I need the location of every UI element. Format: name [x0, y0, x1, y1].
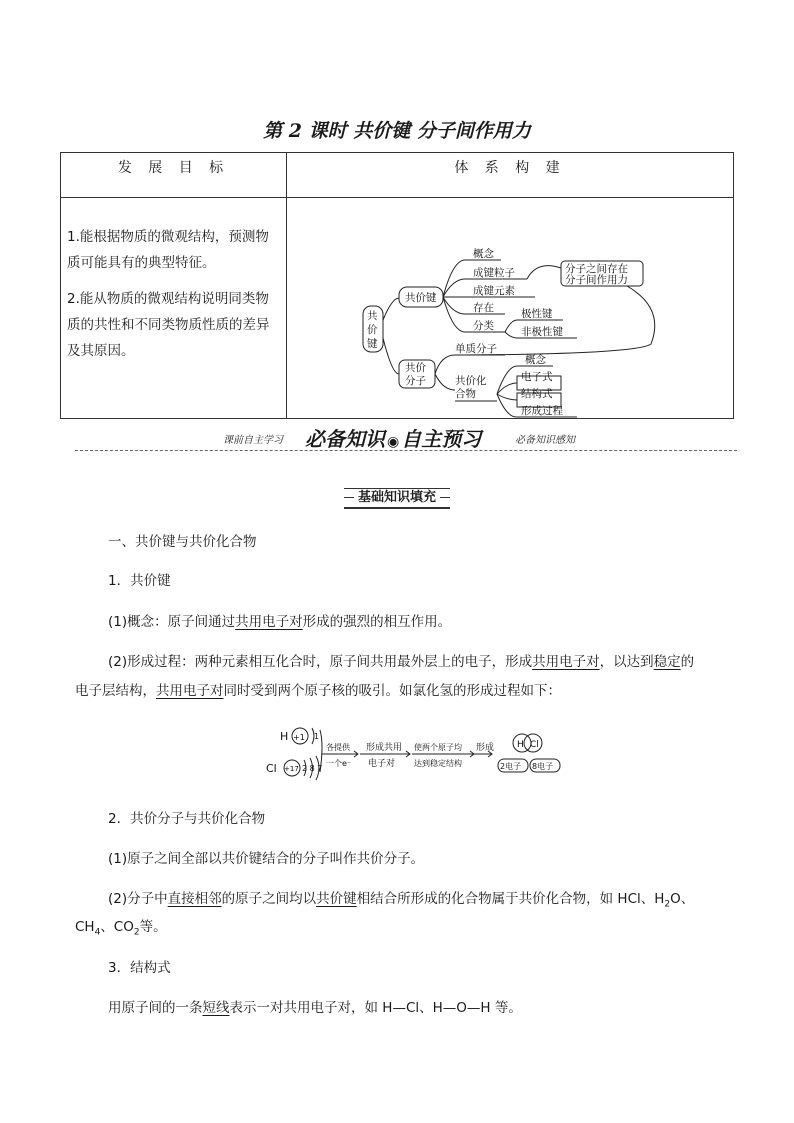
compound-sub-1: 2: [664, 899, 671, 910]
formation-text-5: 同时受到两个原子核的吸引。如氯化氢的形成过程如下：: [223, 683, 561, 699]
hcl-formation-diagram: [266, 726, 568, 778]
compound-text-5: CH: [75, 919, 95, 935]
section-badge-wrap: [0, 486, 794, 509]
compound-text-7: 等。: [139, 919, 167, 935]
mindmap-side-line-1: 分子之间存在: [565, 263, 628, 275]
mindmap-structural-formula: 结构式: [521, 388, 553, 400]
mindmap-compound-1: 共价化: [455, 375, 487, 387]
goal-1-line-2: 质可能具有的典型特征。: [67, 255, 216, 271]
compound-text-1: (2)分子中: [108, 891, 168, 907]
compound-text-4: O、: [670, 891, 695, 907]
mindmap-polar-bond: 极性键: [521, 308, 553, 320]
paragraph-structural-formula: [108, 998, 522, 1018]
concept-text-2: 形成的强烈的相互作用。: [302, 614, 452, 630]
mindmap-electron-formula: 电子式: [521, 371, 553, 383]
diagram-step2-line2: 电子对: [368, 759, 396, 769]
paragraph-covalent-molecule: (1)原子之间全部以共价键结合的分子叫作共价分子。: [108, 851, 425, 867]
mindmap-root-1: 共: [367, 310, 378, 322]
concept-text-1: (1)概念：原子间通过: [108, 614, 236, 630]
section-banner: [75, 423, 737, 451]
structural-text-2: 表示一对共用电子对，如 H—Cl、H—O—H 等。: [229, 1000, 522, 1016]
mindmap-branch-molecule-2: 分子: [405, 375, 426, 387]
formation-text-1: (2)形成过程：两种元素相互化合时，原子间共用最外层上的电子，形成: [108, 654, 533, 670]
mindmap-compound-2: 合物: [455, 388, 476, 400]
mindmap-side-line-2: 分子间作用力: [565, 274, 628, 286]
banner-left-label: 课前自主学习: [223, 435, 283, 446]
diagram-h-label: H: [280, 730, 289, 743]
paragraph-concept: [108, 612, 451, 632]
mindmap-root-2: 价: [367, 324, 378, 336]
goal-2-line-1: 2.能从物质的微观结构说明同类物: [67, 291, 269, 307]
banner-main: [305, 423, 481, 452]
compound-text-2: 的原子之间均以: [221, 891, 317, 907]
goals-table: [60, 152, 734, 419]
heading-section-1: 一、共价键与共价化合物: [108, 534, 257, 550]
goals-cell: [61, 198, 287, 419]
formation-answer-1: 共用电子对: [532, 654, 600, 670]
diagram-step3-line1: 使两个原子均: [414, 743, 462, 752]
mindmap-item-existence: 存在: [473, 302, 494, 314]
mindmap-nonpolar-bond: 非极性键: [521, 326, 563, 338]
heading-covalent-compound: 2．共价分子与共价化合物: [108, 811, 266, 827]
diagram-cl-label: Cl: [266, 762, 277, 775]
diagram-result-cl: Cl: [530, 740, 539, 750]
page-title: 第 2 课时 共价键 分子间作用力: [263, 120, 531, 142]
mindmap-root-3: 键: [367, 338, 378, 350]
heading-covalent-bond: 1．共价键: [108, 573, 171, 589]
compound-answer-1: 直接相邻: [167, 891, 222, 907]
header-goals: 发 展 目 标: [61, 153, 287, 198]
diagram-arrow-label: 形成: [476, 743, 495, 753]
compound-sub-2: 4: [94, 927, 101, 938]
chevron-right-icon: ◉: [387, 434, 400, 450]
structural-answer: 短线: [202, 1000, 230, 1016]
paragraph-compound-line2: [75, 917, 167, 943]
formation-text-4: 电子层结构，: [75, 683, 156, 699]
diagram-cl-nucleus: +17: [284, 765, 299, 773]
concept-mindmap: [287, 198, 733, 418]
banner-main-left: 必备知识: [305, 427, 385, 451]
goal-1: [61, 224, 286, 276]
diagram-step1-line1: 各提供: [326, 743, 350, 752]
mindmap-branch-bond: 共价键: [405, 292, 437, 304]
goal-2-line-3: 及其原因。: [67, 343, 135, 359]
diagram-step1-line2: 一个e⁻: [326, 759, 352, 768]
structural-text-1: 用原子间的一条: [108, 1000, 203, 1016]
structure-cell: [287, 198, 734, 419]
goal-2-line-2: 质的共性和不同类物质性质的差异: [67, 317, 270, 333]
diagram-step2-line1: 形成共用: [366, 743, 403, 753]
diagram-result-8e: 8电子: [532, 762, 554, 771]
goal-1-line-1: 1.能根据物质的微观结构，预测物: [67, 229, 269, 245]
compound-sub-3: 2: [133, 927, 140, 938]
heading-structural-formula: 3．结构式: [108, 960, 171, 976]
diagram-result-2e: 2电子: [500, 762, 522, 771]
mindmap-item-particles: 成键粒子: [473, 267, 515, 279]
paragraph-formation-line2: [75, 681, 561, 701]
mindmap-branch-molecule-1: 共价: [405, 362, 426, 374]
formation-text-2: ，以达到: [599, 654, 654, 670]
compound-text-6: 、CO: [100, 919, 134, 935]
diagram-h-nucleus: +1: [293, 733, 305, 742]
diagram-result-h: H: [517, 740, 524, 750]
paragraph-formation-line1: [108, 652, 694, 672]
paragraph-compound-line1: [108, 889, 694, 915]
mindmap-compound-concept: 概念: [525, 354, 546, 366]
diagram-step3-line2: 达到稳定结构: [414, 759, 462, 768]
compound-answer-2: 共价键: [316, 891, 357, 907]
goal-2: [61, 286, 286, 364]
mindmap-item-concept: 概念: [473, 248, 494, 260]
mindmap-simple-molecule: 单质分子: [455, 343, 497, 355]
banner-right-label: 必备知识感知: [515, 435, 575, 446]
concept-answer: 共用电子对: [235, 614, 303, 630]
diagram-cl-shells: 2 8 7: [302, 764, 323, 773]
banner-main-right: 自主预习: [401, 427, 482, 451]
mindmap-item-elements: 成键元素: [473, 285, 515, 297]
formation-text-3: 的: [680, 654, 695, 670]
compound-text-3: 相结合所形成的化合物属于共价化合物，如 HCl、H: [356, 891, 665, 907]
section-badge: 基础知识填充: [344, 488, 450, 509]
diagram-h-shell: 1: [314, 732, 320, 741]
mindmap-item-classification: 分类: [473, 320, 494, 332]
header-structure: 体 系 构 建: [287, 153, 734, 198]
formation-answer-3: 共用电子对: [156, 683, 224, 699]
formation-answer-2: 稳定: [653, 654, 681, 670]
banner-divider: [75, 450, 737, 451]
mindmap-formation-process: 形成过程: [521, 405, 563, 417]
